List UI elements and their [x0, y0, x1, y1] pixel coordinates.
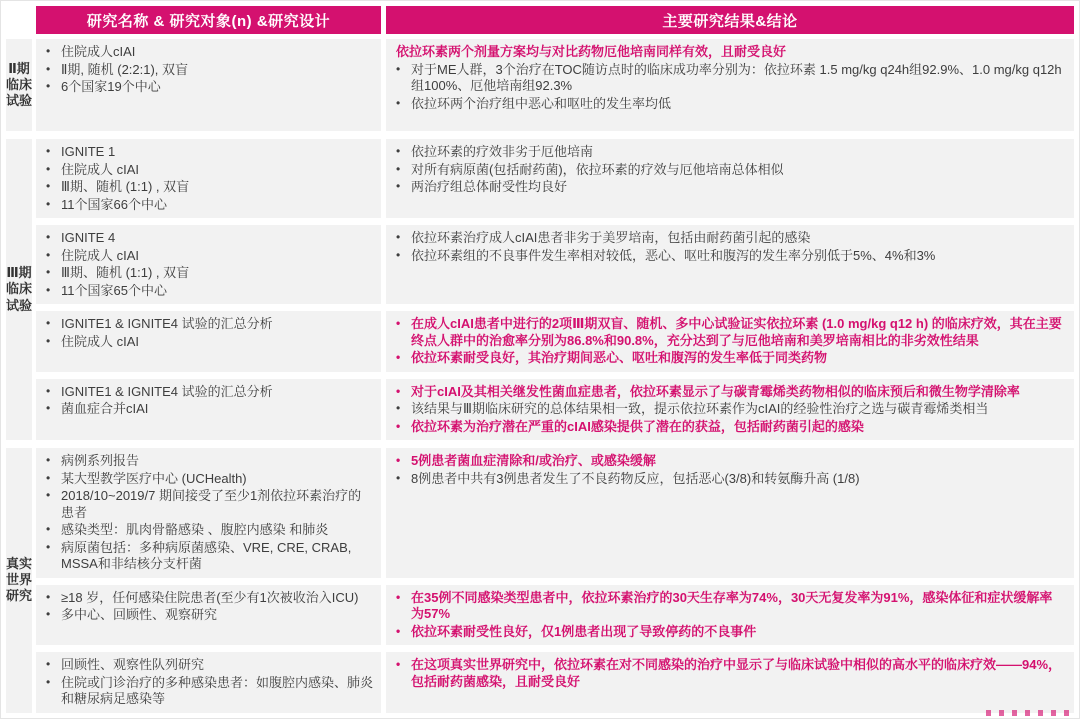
table-header-row	[6, 6, 1074, 34]
bullet-icon: •	[396, 95, 401, 110]
section-2	[6, 139, 1074, 440]
study-item	[46, 675, 373, 708]
bullet-icon: •	[46, 144, 51, 158]
item-text: 该结果与Ⅲ期临床研究的总体结果相一致，提示依拉环素作为cIAI的经验性治疗之选与碳青霉烯类相当	[411, 401, 989, 416]
bullet-icon: •	[396, 401, 401, 415]
item-text: 住院成人 cIAI	[61, 247, 140, 263]
section-rows	[36, 39, 1074, 131]
result-item	[396, 62, 1064, 95]
bullet-icon: •	[396, 589, 401, 604]
table-row	[36, 225, 1074, 304]
study-item	[46, 384, 373, 401]
result-item	[396, 453, 1064, 470]
bullet-icon: •	[46, 161, 51, 176]
item-text: IGNITE 1	[61, 144, 116, 159]
bullet-icon: •	[46, 316, 51, 330]
table-row	[36, 652, 1074, 713]
item-text: 依拉环素两个剂量方案均与对比药物厄他培南同样有效，且耐受良好	[396, 44, 787, 59]
bullet-icon: •	[396, 623, 401, 638]
item-text: 依拉环素组的不良事件发生率相对较低，恶心、呕吐和腹泻的发生率分别低于5%、4%和3%	[411, 247, 936, 263]
study-design-cell	[36, 585, 381, 646]
bullet-icon: •	[46, 401, 51, 415]
bullet-icon: •	[396, 61, 401, 76]
item-text: 依拉环两个治疗组中恶心和呕吐的发生率均低	[411, 95, 672, 111]
study-item	[46, 144, 373, 161]
section-1	[6, 39, 1074, 131]
item-text: 依拉环素的疗效非劣于厄他培南	[411, 144, 594, 159]
study-item	[46, 334, 373, 351]
bullet-icon: •	[46, 61, 51, 76]
bullet-icon: •	[396, 247, 401, 262]
item-text: 多中心、回顾性、观察研究	[61, 607, 218, 622]
item-text: 依拉环素为治疗潜在严重的cIAI感染提供了潜在的获益，包括耐药菌引起的感染	[411, 418, 864, 434]
item-text: 住院或门诊治疗的多种感染患者：如腹腔内感染、肺炎和糖尿病足感染等	[61, 674, 374, 706]
table-row	[36, 311, 1074, 372]
item-text: 对所有病原菌(包括耐药菌)，依拉环素的疗效与厄他培南总体相似	[411, 161, 784, 177]
study-item	[46, 401, 373, 418]
study-item	[46, 657, 373, 674]
result-item	[396, 248, 1064, 265]
bullet-icon: •	[46, 383, 51, 398]
result-item	[396, 44, 1064, 61]
item-text: 6个国家19个中心	[61, 79, 161, 94]
study-item	[46, 316, 373, 333]
results-cell	[386, 39, 1074, 131]
result-item	[396, 179, 1064, 196]
results-cell	[386, 311, 1074, 372]
bullet-icon: •	[396, 453, 401, 467]
bullet-icon: •	[46, 44, 51, 58]
bullet-icon: •	[396, 657, 401, 671]
item-text: 感染类型：肌肉骨骼感染 、腹腔内感染 和肺炎	[61, 522, 329, 537]
bullet-icon: •	[46, 470, 51, 485]
item-text: 对于cIAI及其相关继发性菌血症患者，依拉环素显示了与碳青霉烯类药物相似的临床预后和微生物学清除率	[411, 383, 1020, 399]
bullet-icon: •	[46, 265, 51, 279]
bullet-icon: •	[46, 522, 51, 536]
item-text: 5例患者菌血症清除和/或治疗、或感染缓解	[411, 453, 656, 468]
item-text: 菌血症合并cIAI	[61, 401, 149, 416]
table-row	[36, 139, 1074, 218]
table-row	[36, 379, 1074, 441]
study-item	[46, 590, 373, 607]
item-text: 两治疗组总体耐受性均良好	[411, 179, 568, 194]
bullet-icon: •	[46, 674, 51, 689]
bullet-icon: •	[46, 589, 51, 604]
result-item	[396, 419, 1064, 436]
item-text: 11个国家66个中心	[61, 196, 167, 212]
column-header-results: 主要研究结果&结论	[386, 6, 1074, 34]
item-text: IGNITE1 & IGNITE4 试验的汇总分析	[61, 316, 273, 331]
study-item	[46, 197, 373, 214]
study-item	[46, 488, 373, 521]
study-item	[46, 62, 373, 79]
table-row	[36, 448, 1074, 578]
study-item	[46, 453, 373, 470]
item-text: 依拉环素耐受性良好，仅1例患者出现了导致停药的不良事件	[411, 623, 757, 639]
bullet-icon: •	[46, 453, 51, 467]
item-text: 依拉环素治疗成人cIAI患者非劣于美罗培南，包括由耐药菌引起的感染	[411, 230, 811, 245]
bullet-icon: •	[46, 607, 51, 621]
study-item	[46, 44, 373, 61]
bullet-icon: •	[396, 383, 401, 398]
result-item	[396, 350, 1064, 367]
item-text: 对于ME人群，3个治疗在TOC随访点时的临床成功率分别为：依拉环素 1.5 mg/kg q24h组92.9%、1.0 mg/kg q12h组100%、厄他培南组92.3%	[411, 61, 1062, 93]
study-item	[46, 162, 373, 179]
bullet-icon: •	[46, 657, 51, 671]
result-item	[396, 384, 1064, 401]
item-text: 在35例不同感染类型患者中，依拉环素治疗的30天生存率为74%，30天无复发率为91%，感染体征和症状缓解率为57%	[411, 589, 1053, 621]
item-text: 在成人cIAI患者中进行的2项Ⅲ期双盲、随机、多中心试验证实依拉环素 (1.0 mg/kg q12 h) 的临床疗效，其在主要终点人群中的治愈率分别为86.8%和90.8%，充分达到了与厄他培南和美罗培南相比的非劣效性结果	[411, 316, 1062, 348]
section-rows	[36, 139, 1074, 440]
item-text: Ⅲ期、随机 (1:1) , 双盲	[61, 179, 190, 194]
bullet-icon: •	[46, 179, 51, 193]
bullet-icon: •	[396, 179, 401, 193]
study-design-cell	[36, 225, 381, 304]
study-item	[46, 607, 373, 624]
item-text: IGNITE 4	[61, 230, 116, 245]
study-item	[46, 248, 373, 265]
section-rows	[36, 448, 1074, 713]
column-header-study: 研究名称 & 研究对象(n) &研究设计	[36, 6, 381, 34]
item-text: 2018/10~2019/7 期间接受了至少1剂依拉环素治疗的患者	[61, 488, 362, 520]
item-text: IGNITE1 & IGNITE4 试验的汇总分析	[61, 383, 273, 399]
result-item	[396, 96, 1064, 113]
item-text: Ⅲ期、随机 (1:1) , 双盲	[61, 265, 190, 280]
item-text: 8例患者中共有3例患者发生了不良药物反应，包括恶心(3/8)和转氨酶升高 (1/8)	[411, 470, 860, 486]
item-text: 住院成人cIAI	[61, 44, 136, 59]
item-text: 11个国家65个中心	[61, 282, 167, 298]
table-body	[6, 39, 1074, 713]
item-text: 在这项真实世界研究中，依拉环素在对不同感染的治疗中显示了与临床试验中相似的高水平的临床疗效——94%，包括耐药菌感染，且耐受良好	[411, 657, 1062, 689]
bullet-icon: •	[396, 418, 401, 433]
bullet-icon: •	[396, 350, 401, 364]
result-item	[396, 624, 1064, 641]
result-item	[396, 401, 1064, 418]
study-item	[46, 540, 373, 573]
item-text: 住院成人 cIAI	[61, 161, 140, 177]
header-corner-spacer	[6, 6, 32, 34]
bullet-icon: •	[46, 539, 51, 554]
results-cell	[386, 652, 1074, 713]
item-text: 依拉环素耐受良好，其治疗期间恶心、呕吐和腹泻的发生率低于同类药物	[411, 350, 828, 365]
item-text: 某大型教学医疗中心 (UCHealth)	[61, 470, 247, 486]
bullet-icon: •	[396, 470, 401, 485]
results-cell	[386, 585, 1074, 646]
item-text: Ⅱ期, 随机 (2:2:1), 双盲	[61, 61, 189, 77]
bullet-icon: •	[46, 79, 51, 93]
section-label-2: Ⅲ期临床试验	[6, 139, 32, 440]
study-item	[46, 522, 373, 539]
result-item	[396, 471, 1064, 488]
section-label-1: Ⅱ期临床试验	[6, 39, 32, 131]
results-cell	[386, 139, 1074, 218]
item-text: 病例系列报告	[61, 453, 140, 468]
table-row	[36, 39, 1074, 131]
study-design-cell	[36, 379, 381, 441]
study-item	[46, 79, 373, 96]
bullet-icon: •	[46, 488, 51, 502]
section-label-3: 真实世界研究	[6, 448, 32, 713]
item-text: 病原菌包括：多种病原菌感染、VRE, CRE, CRAB, MSSA和非结核分支杆菌	[61, 539, 352, 571]
section-3	[6, 448, 1074, 713]
bullet-icon: •	[396, 316, 401, 330]
bullet-icon: •	[46, 247, 51, 262]
results-cell	[386, 448, 1074, 578]
study-design-cell	[36, 311, 381, 372]
study-item	[46, 471, 373, 488]
result-item	[396, 144, 1064, 161]
result-item	[396, 162, 1064, 179]
item-text: 住院成人 cIAI	[61, 333, 140, 349]
bullet-icon: •	[396, 230, 401, 244]
result-item	[396, 230, 1064, 247]
study-item	[46, 230, 373, 247]
study-design-cell	[36, 448, 381, 578]
result-item	[396, 316, 1064, 349]
item-text: ≥18 岁，任何感染住院患者(至少有1次被收治入ICU)	[61, 589, 359, 605]
bullet-icon: •	[396, 161, 401, 176]
study-design-cell	[36, 39, 381, 131]
result-item	[396, 657, 1064, 690]
study-design-cell	[36, 139, 381, 218]
item-text: 回顾性、观察性队列研究	[61, 657, 205, 672]
bullet-icon: •	[396, 144, 401, 158]
watermark-fragment	[986, 710, 1076, 716]
results-cell	[386, 379, 1074, 441]
study-design-cell	[36, 652, 381, 713]
result-item	[396, 590, 1064, 623]
results-cell	[386, 225, 1074, 304]
study-item	[46, 265, 373, 282]
bullet-icon: •	[46, 230, 51, 244]
table-row	[36, 585, 1074, 646]
bullet-icon: •	[46, 333, 51, 348]
bullet-icon: •	[46, 282, 51, 297]
study-item	[46, 283, 373, 300]
bullet-icon: •	[46, 196, 51, 211]
study-item	[46, 179, 373, 196]
